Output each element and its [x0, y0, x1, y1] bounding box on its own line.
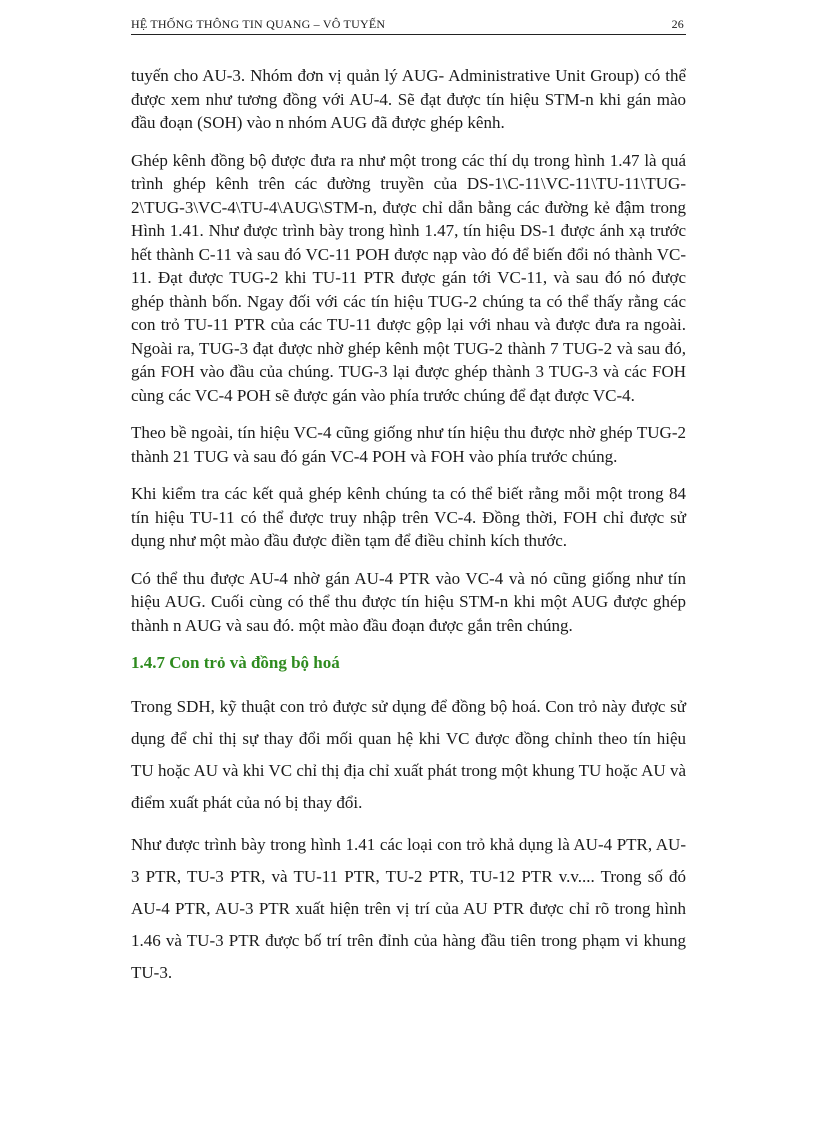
- page-body: [131, 64, 686, 999]
- section-heading: 1.4.7 Con trỏ và đồng bộ hoá: [131, 653, 340, 672]
- paragraph-3: Theo bề ngoài, tín hiệu VC-4 cũng giống như tín hiệu thu được nhờ ghép TUG-2 thành 21 TUG và sau đó gán VC-4 POH và FOH vào phía trước chúng.: [131, 423, 686, 466]
- section-paragraph-1: Trong SDH, kỹ thuật con trỏ được sử dụng để đồng bộ hoá. Con trỏ này được sử dụng để chỉ thị sự thay đổi mối quan hệ khi VC được đồng chỉnh theo tín hiệu TU hoặc AU và khi VC chỉ thị địa chỉ xuất phát trong một khung TU hoặc AU và điểm xuất phát của nó bị thay đổi.: [131, 697, 686, 812]
- header-title: HỆ THỐNG THÔNG TIN QUANG – VÔ TUYẾN: [131, 17, 386, 31]
- paragraph-1: tuyến cho AU-3. Nhóm đơn vị quản lý AUG- Administrative Unit Group) có thể được xem như tương đồng với AU-4. Sẽ đạt được tín hiệu STM-n khi gán mào đầu đoạn (SOH) vào n nhóm AUG đã được ghép kênh.: [131, 66, 686, 132]
- section-paragraph-2: Như được trình bày trong hình 1.41 các loại con trỏ khả dụng là AU-4 PTR, AU-3 PTR, TU-3 PTR, và TU-11 PTR, TU-2 PTR, TU-12 PTR v.v.... Trong số đó AU-4 PTR, AU-3 PTR xuất hiện trên vị trí của AU PTR được chỉ rõ trong hình 1.46 và TU-3 PTR được bố trí trên đỉnh của hàng đầu tiên trong phạm vi khung TU-3.: [131, 835, 686, 982]
- paragraph-4: Khi kiểm tra các kết quả ghép kênh chúng ta có thể biết rằng mỗi một trong 84 tín hiệu TU-11 có thể được truy nhập trên VC-4. Đồng thời, FOH chỉ được sử dụng như một mào đầu được điền tạm để điều chỉnh kích thước.: [131, 484, 686, 550]
- page-number: 26: [671, 17, 684, 31]
- paragraph-5: Có thể thu được AU-4 nhờ gán AU-4 PTR vào VC-4 và nó cũng giống như tín hiệu AUG. Cuối cùng có thể thu được tín hiệu STM-n khi một AUG được ghép thành n AUG và sau đó. một mào đầu đoạn được gắn trên chúng.: [131, 568, 686, 635]
- page-header: [131, 14, 686, 35]
- paragraph-2: Ghép kênh đồng bộ được đưa ra như một trong các thí dụ trong hình 1.47 là quá trình ghép kênh trên các đường truyền của DS-1\C-11\VC-11\TU-11\TUG-2\TUG-3\VC-4\TU-4\AUG\STM-n, được chỉ dẫn bằng các đường kẻ đậm trong Hình 1.41. Như được trình bày trong hình 1.47, tín hiệu DS-1 được ánh xạ trước hết thành C-11 và sau đó VC-11 POH được nạp vào đó để biến đổi nó thành VC-11. Đạt được TUG-2 khi TU-11 PTR được gán tới VC-11, và sau đó nó được ghép thành bốn. Ngay đối với các tín hiệu TUG-2 chúng ta có thể thấy rằng các con trỏ TU-11 PTR của các TU-11 được gộp lại với nhau và được đưa ra ngoài. Ngoài ra, TUG-3 đạt được nhờ ghép kênh một TUG-2 thành 7 TUG-2 và sau đó, gán FOH vào đầu của chúng. TUG-3 lại được ghép thành 3 TUG-3 và các FOH cùng các VC-4 POH sẽ được gán vào phía trước chúng để đạt được VC-4.: [131, 150, 686, 405]
